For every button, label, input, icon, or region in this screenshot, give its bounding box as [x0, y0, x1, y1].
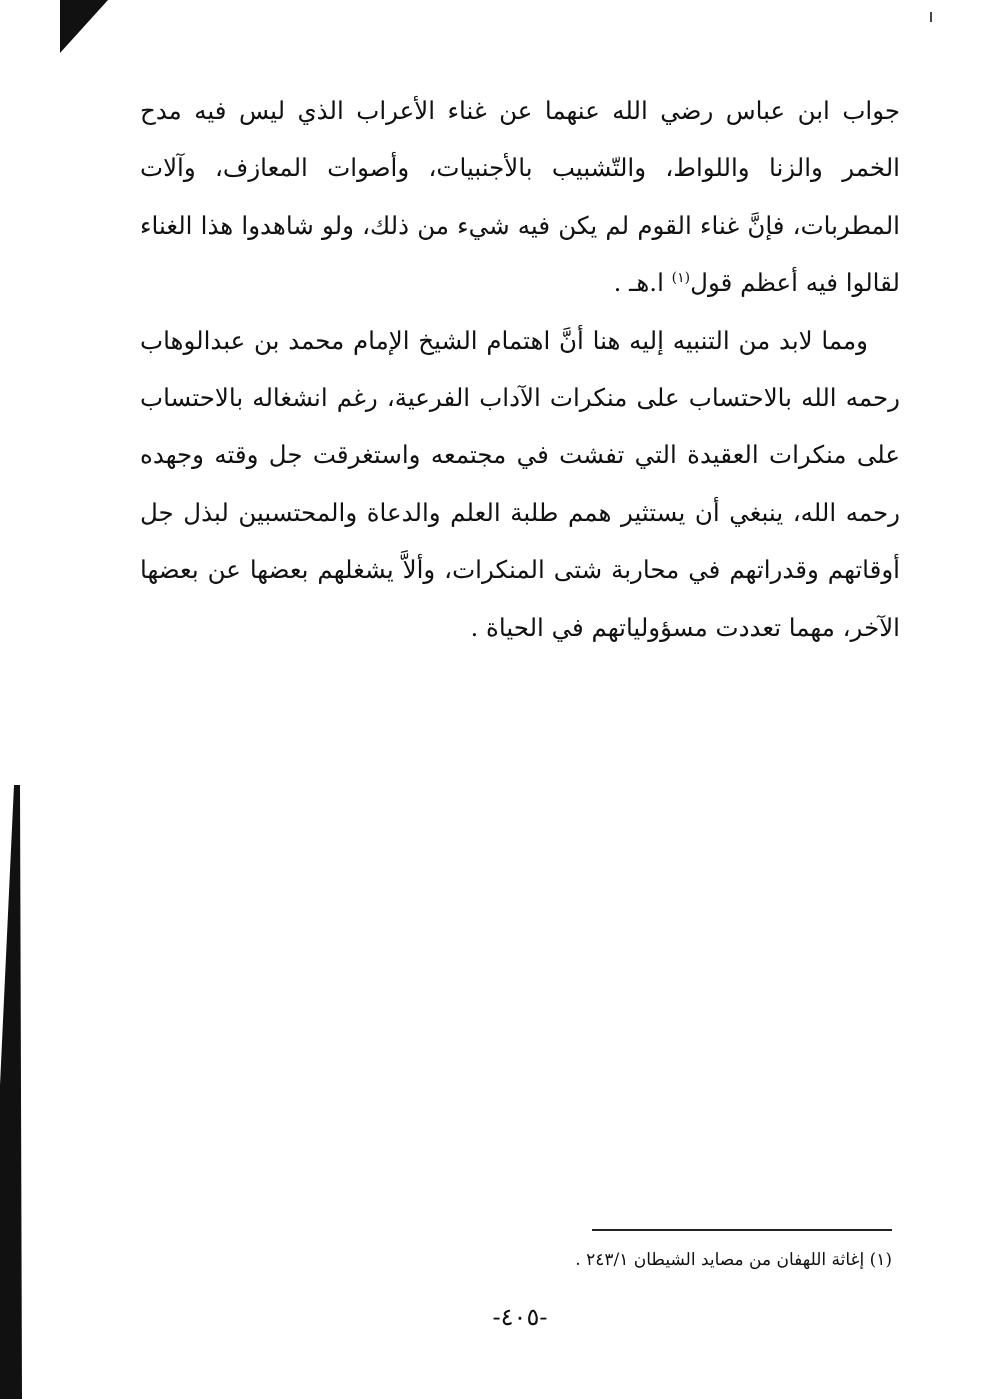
page-number: -٤٠٥- — [492, 1303, 548, 1331]
footnote-separator — [592, 1229, 892, 1231]
scan-speck — [930, 12, 932, 22]
footnote-reference: (١) — [671, 270, 691, 287]
paragraph-1 — [140, 82, 900, 312]
main-text — [140, 82, 900, 656]
paragraph-1-end: ا.هـ . — [613, 268, 672, 298]
scan-edge-shadow — [0, 785, 22, 1399]
corner-crop-mark — [60, 0, 110, 55]
paragraph-1-text: جواب ابن عباس رضي الله عنهما عن غناء الأعراب الذي ليس فيه مدح الخمر والزنا واللواط، والتّشبيب بالأجنبيات، وأصوات المعازف، وآلات المطربات، فإنَّ غناء القوم لم يكن فيه شيء من ذلك، ولو شاهدوا هذا الغناء لقالوا فيه أعظم قول — [140, 96, 900, 298]
paragraph-2: ومما لابد من التنبيه إليه هنا أنَّ اهتمام الشيخ الإمام محمد بن عبدالوهاب رحمه الله بالاحتساب على منكرات الآداب الفرعية، رغم انشغاله بالاحتساب على منكرات العقيدة التي تفشت في مجتمعه واستغرقت جل وقته وجهده رحمه الله، ينبغي أن يستثير همم طلبة العلم والدعاة والمحتسبين لبذل جل أوقاتهم وقدراتهم في محاربة شتى المنكرات، وألاَّ يشغلهم بعضها عن بعضها الآخر، مهما تعددت مسؤولياتهم في الحياة . — [140, 325, 900, 642]
footnote: (١) إغاثة اللهفان من مصايد الشيطان ٢٤٣/١ . — [575, 1250, 892, 1270]
